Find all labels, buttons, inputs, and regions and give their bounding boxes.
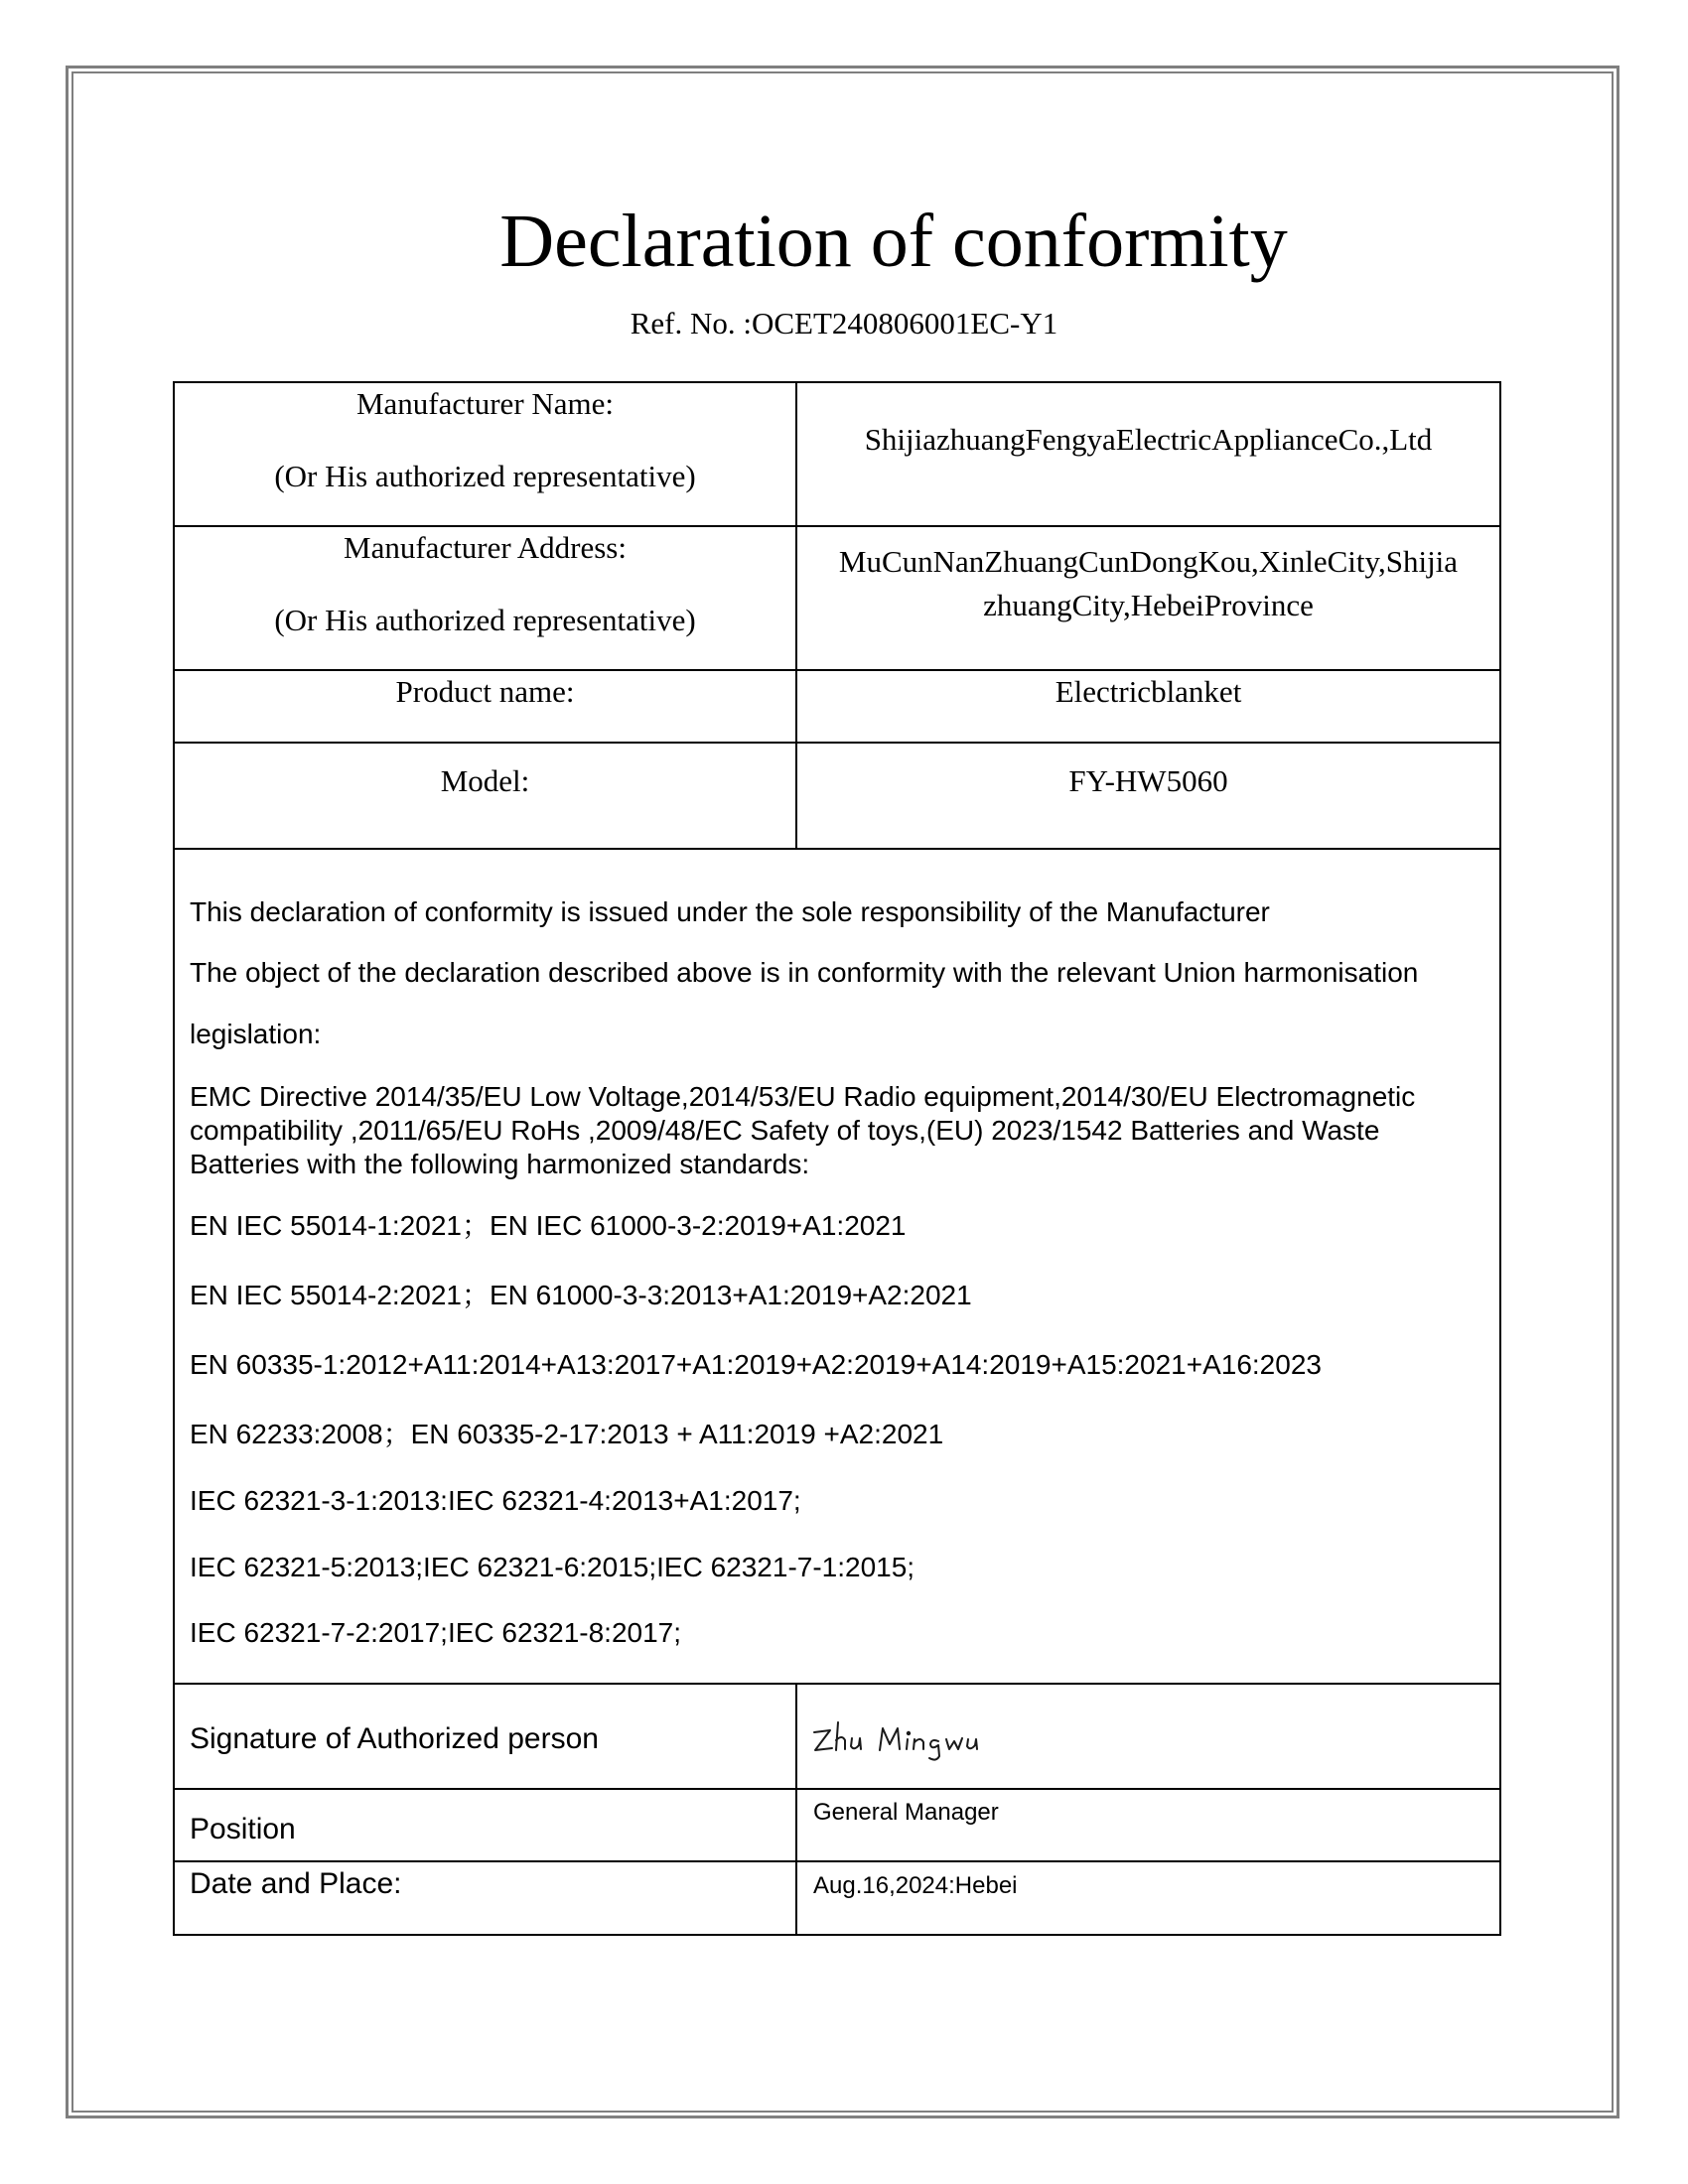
- manufacturer-name-sublabel: (Or His authorized representative): [274, 459, 696, 493]
- directive-line: compatibility ,2011/65/EU RoHs ,2009/48/EC Safety of toys,(EU) 2023/1542 Batteries and Waste: [190, 1115, 1380, 1146]
- declaration-conformity: The object of the declaration described above is in conformity with the relevant Union harmonisation: [190, 957, 1419, 988]
- standard-line: IEC 62321-3-1:2013:IEC 62321-4:2013+A1:2017;: [190, 1485, 801, 1516]
- table-row-divider: [173, 742, 1501, 744]
- table-row-divider: [173, 1788, 1501, 1790]
- manufacturer-address-label: Manufacturer Address:: [344, 530, 627, 565]
- table-row-divider: [173, 1683, 1501, 1685]
- position-label: Position: [190, 1813, 296, 1845]
- product-name-value: Electricblanket: [1055, 674, 1242, 709]
- date-place-label: Date and Place:: [190, 1867, 402, 1900]
- signature-label: Signature of Authorized person: [190, 1722, 599, 1755]
- standard-line: IEC 62321-5:2013;IEC 62321-6:2015;IEC 62321-7-1:2015;: [190, 1552, 915, 1582]
- table-border-bottom: [173, 1934, 1501, 1936]
- standard-line: EN 60335-1:2012+A11:2014+A13:2017+A1:2019+A2:2019+A14:2019+A15:2021+A16:2023: [190, 1349, 1322, 1380]
- reference-number: Ref. No. :OCET240806001EC-Y1: [630, 306, 1058, 341]
- table-border-top: [173, 381, 1501, 383]
- table-row-divider: [173, 1860, 1501, 1862]
- position-value: General Manager: [813, 1799, 999, 1826]
- table-border-right: [1499, 381, 1501, 1936]
- handwritten-signature: [808, 1714, 1047, 1764]
- table-row-divider: [173, 848, 1501, 850]
- directive-line: EMC Directive 2014/35/EU Low Voltage,2014/53/EU Radio equipment,2014/30/EU Electromagnetic: [190, 1081, 1416, 1112]
- directive-line: Batteries with the following harmonized standards:: [190, 1149, 810, 1179]
- date-place-value: Aug.16,2024:Hebei: [813, 1872, 1018, 1899]
- standard-line: EN IEC 55014-2:2021；EN 61000-3-3:2013+A1:2019+A2:2021: [190, 1280, 972, 1310]
- directive-list: [190, 1080, 1495, 1181]
- product-name-label: Product name:: [395, 674, 575, 709]
- table-row-divider: [173, 525, 1501, 527]
- table-column-divider: [795, 1683, 797, 1935]
- document-title: Declaration of conformity: [499, 200, 1288, 283]
- table-row-divider: [173, 669, 1501, 671]
- manufacturer-address-sublabel: (Or His authorized representative): [274, 603, 696, 637]
- standard-line: EN IEC 55014-1:2021；EN IEC 61000-3-2:2019+A1:2021: [190, 1210, 907, 1241]
- model-value: FY-HW5060: [1068, 763, 1228, 798]
- standard-line: EN 62233:2008；EN 60335-2-17:2013 + A11:2019 +A2:2021: [190, 1419, 944, 1449]
- manufacturer-name-label: Manufacturer Name:: [355, 386, 615, 421]
- declaration-legislation: legislation:: [190, 1019, 322, 1049]
- manufacturer-address-value-line2: zhuangCity,HebeiProvince: [983, 588, 1314, 622]
- manufacturer-address-value-line1: MuCunNanZhuangCunDongKou,XinleCity,Shijia: [838, 544, 1459, 579]
- manufacturer-name-value: ShijiazhuangFengyaElectricApplianceCo.,Ltd: [864, 422, 1433, 457]
- model-label: Model:: [440, 763, 530, 798]
- standard-line: IEC 62321-7-2:2017;IEC 62321-8:2017;: [190, 1617, 682, 1648]
- declaration-responsibility: This declaration of conformity is issued under the sole responsibility of the Manufacturer: [190, 896, 1270, 927]
